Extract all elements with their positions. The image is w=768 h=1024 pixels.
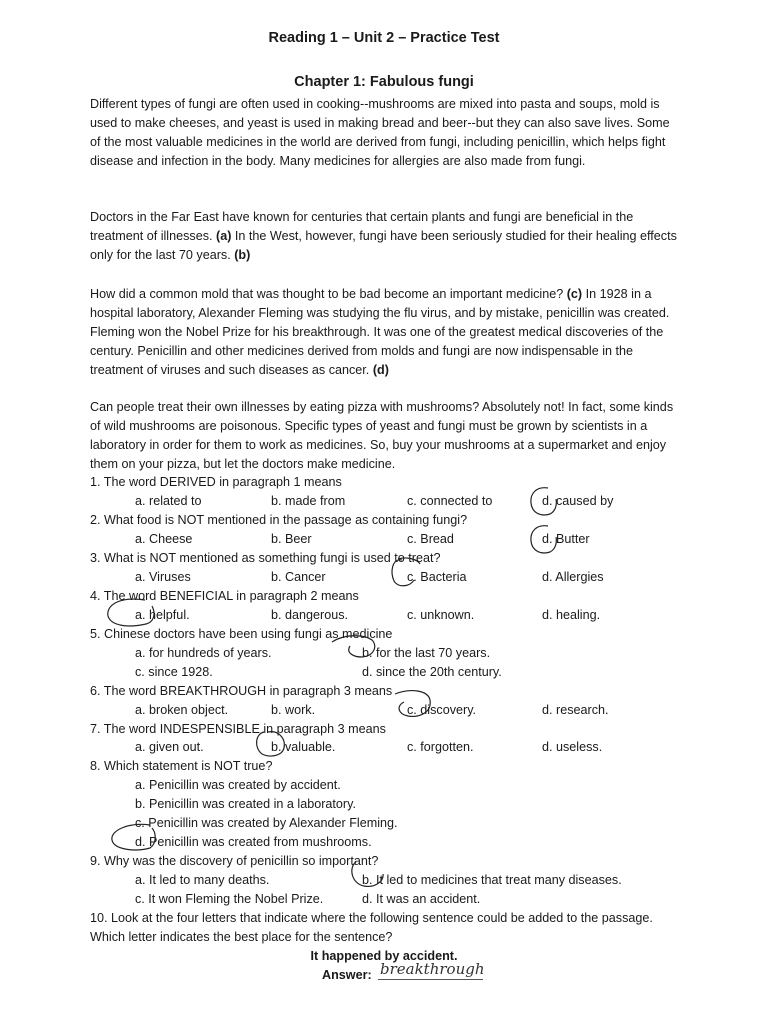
q1-option-b: b. made from [271,494,346,508]
question-7: 7. The word INDESPENSIBLE in paragraph 3 means [90,722,386,736]
insert-marker-c: (c) [566,287,583,301]
q6-option-b: b. work. [271,703,316,717]
q9-option-a: a. It led to many deaths. [135,873,270,887]
paragraph-3-text-a: How did a common mold that was thought to be bad become an important medicine? [90,287,564,301]
q1-option-a: a. related to [135,494,202,508]
q6-option-c: c. discovery. [407,703,477,717]
q2-option-c: c. Bread [407,532,454,546]
insert-marker-b: (b) [234,247,251,262]
q5-option-b: b. for the last 70 years. [362,646,491,660]
passage-paragraph-2 [90,208,680,265]
q9-option-c: c. It won Fleming the Nobel Prize. [135,892,324,906]
q5-option-a: a. for hundreds of years. [135,646,272,660]
q4-option-c: c. unknown. [407,608,475,622]
q1-option-c: c. connected to [407,494,493,508]
insert-marker-d: (d) [372,362,389,377]
q2-option-a: a. Cheese [135,532,193,546]
paragraph-2-text-a: Doctors in the Far East have known for centuries that certain plants and fungi are beneficial in the treatment of illnesses. [90,210,634,243]
q4-option-b: b. dangerous. [271,608,349,622]
q7-option-d: d. useless. [542,740,603,754]
q9-option-b: b. It led to medicines that treat many diseases. [362,873,622,887]
q5-option-c: c. since 1928. [135,665,213,679]
insert-marker-a: (a) [216,228,232,243]
question-9: 9. Why was the discovery of penicillin so important? [90,854,379,868]
q6-option-d: d. research. [542,703,609,717]
q9-option-d: d. It was an accident. [362,892,481,906]
q2-option-b: b. Beer [271,532,312,546]
q5-option-d: d. since the 20th century. [362,665,502,679]
q7-option-a: a. given out. [135,740,204,754]
q6-option-a: a. broken object. [135,703,229,717]
q3-option-d: d. Allergies [542,570,604,584]
q8-option-c: c. Penicillin was created by Alexander Fleming. [135,816,398,830]
q8-option-a: a. Penicillin was created by accident. [135,778,341,792]
page-title: Reading 1 – Unit 2 – Practice Test [268,30,500,46]
q10-handwritten-answer[interactable]: breakthrough [380,960,485,978]
q7-option-c: c. forgotten. [407,740,474,754]
passage-paragraph-3 [90,285,680,380]
q10-sentence: It happened by accident. [310,949,458,963]
q8-option-b: b. Penicillin was created in a laboratory. [135,797,356,811]
paragraph-3-text-b: In 1928 in a hospital laboratory, Alexander Fleming was studying the flu virus, and by mistake, penicillin was created. Fleming won the Nobel Prize for his breakthrough. It was one of the greatest medical discoveries of the century. Penicillin and other medicines derived from molds and fungi are now indispensable in the treatment of viruses and such diseases as cancer. [90,287,670,377]
paragraph-2-text-b: In the West, however, fungi have been seriously studied for their healing effects only for the last 70 years. [90,228,677,262]
question-8: 8. Which statement is NOT true? [90,759,273,773]
q10-answer-label: Answer: [322,968,372,982]
q7-option-b: b. valuable. [271,740,336,754]
passage-paragraph-1: Different types of fungi are often used in cooking--mushrooms are mixed into pasta and soups, mold is used to make cheeses, and yeast is used in making bread and beer--but they can also save lives. Some of the most valuable medicines in the world are derived from fungi, including penicillin, which helps fight disease and infection in the body. Many medicines for allergies are also made from fungi. [90,97,670,168]
q3-option-a: a. Viruses [135,570,191,584]
question-2: 2. What food is NOT mentioned in the passage as containing fungi? [90,513,468,527]
question-3: 3. What is NOT mentioned as something fungi is used to treat? [90,551,441,565]
question-10: 10. Look at the four letters that indicate where the following sentence could be added to the passage. Which letter indicates the best place for the sentence? [90,911,653,944]
chapter-title: Chapter 1: Fabulous fungi [294,74,474,90]
q1-option-d: d. caused by [542,494,614,508]
q2-option-d: d. Butter [542,532,590,546]
q8-option-d: d. Penicillin was created from mushrooms. [135,835,372,849]
q4-option-d: d. healing. [542,608,601,622]
answer-underline [378,979,483,981]
q3-option-b: b. Cancer [271,570,326,584]
question-1: 1. The word DERIVED in paragraph 1 means [90,475,342,489]
q4-option-a: a. helpful. [135,608,190,622]
question-6: 6. The word BREAKTHROUGH in paragraph 3 means [90,684,393,698]
question-4: 4. The word BENEFICIAL in paragraph 2 means [90,589,359,603]
passage-paragraph-4: Can people treat their own illnesses by eating pizza with mushrooms? Absolutely not! In fact, some kinds of wild mushrooms are poisonous. Specific types of yeast and fungi must be grown by scientists in a laboratory in order for them to work as medicines. So, buy your mushrooms at a supermarket and enjoy them on your pizza, but let the doctors make medicine. [90,400,674,471]
q3-option-c: c. Bacteria [407,570,467,584]
question-5: 5. Chinese doctors have been using fungi as medicine [90,627,393,641]
